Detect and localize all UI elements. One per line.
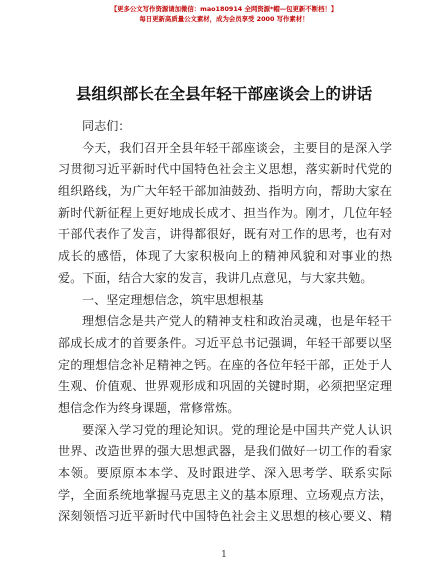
- paragraph-line: 世界、改造世界的强大思想武器，是我们做好一切工作的看家: [58, 444, 392, 459]
- document-body: [58, 116, 392, 528]
- paragraph-line: 今天，我们召开全县年轻干部座谈会，主要目的是深入学: [82, 140, 392, 155]
- paragraph-line: 理想信念是共产党人的精神支柱和政治灵魂，也是年轻干: [82, 314, 392, 329]
- paragraph-line: 成长的感悟，体现了大家积极向上的精神风貌和对事业的热: [58, 249, 392, 264]
- paragraph-line: 深刻领悟习近平新时代中国特色社会主义思想的核心要义、精: [58, 509, 392, 524]
- paragraph-line: 部成长成才的首要条件。习近平总书记强调，年轻干部要以坚: [58, 335, 392, 350]
- promo-banner: [0, 4, 448, 24]
- paragraph-line: 本领。要原原本本学、及时跟进学、深入思考学、联系实际: [58, 466, 392, 480]
- section-heading: 一、坚定理想信念，筑牢思想根基: [82, 292, 264, 307]
- paragraph-line: 干部代表作了发言，讲得都很好，既有对工作的思考，也有对: [58, 227, 392, 242]
- paragraph-line: 定的理想信念补足精神之钙。在座的各位年轻干部，正处于人: [58, 357, 392, 372]
- paragraph-line: 新时代新征程上更好地成长成才、担当作为。刚才，几位年轻: [58, 205, 392, 220]
- paragraph-line: 学，全面系统地掌握马克思主义的基本原理、立场观点方法，: [58, 487, 392, 502]
- page-number: 1: [221, 550, 227, 560]
- paragraph-line: 爱。下面，结合大家的发言，我讲几点意见，与大家共勉。: [58, 270, 373, 285]
- paragraph-line: 组织路线，为广大年轻干部加油鼓劲、指明方向，帮助大家在: [58, 184, 392, 199]
- paragraph-line: 想信念作为终身课题，常修常炼。: [58, 400, 240, 415]
- salutation: 同志们：: [82, 119, 131, 133]
- paragraph-line: 生观、价值观、世界观形成和巩固的关键时期，必须把坚定理: [58, 379, 392, 394]
- paragraph-line: 习贯彻习近平新时代中国特色社会主义思想，落实新时代党的: [58, 162, 392, 177]
- promo-banner-line-2: 每日更新高质量公文素材，成为会员享受 2000 写作素材！: [139, 15, 309, 23]
- paragraph-line: 要深入学习党的理论知识。党的理论是中国共产党人认识: [82, 422, 392, 437]
- promo-banner-line-1: 【更多公文写作资源请加微信：mao180914 全网资源*帽—包更新不断档！】: [110, 5, 338, 13]
- document-title: 县组织部长在全县年轻干部座谈会上的讲话: [75, 85, 373, 103]
